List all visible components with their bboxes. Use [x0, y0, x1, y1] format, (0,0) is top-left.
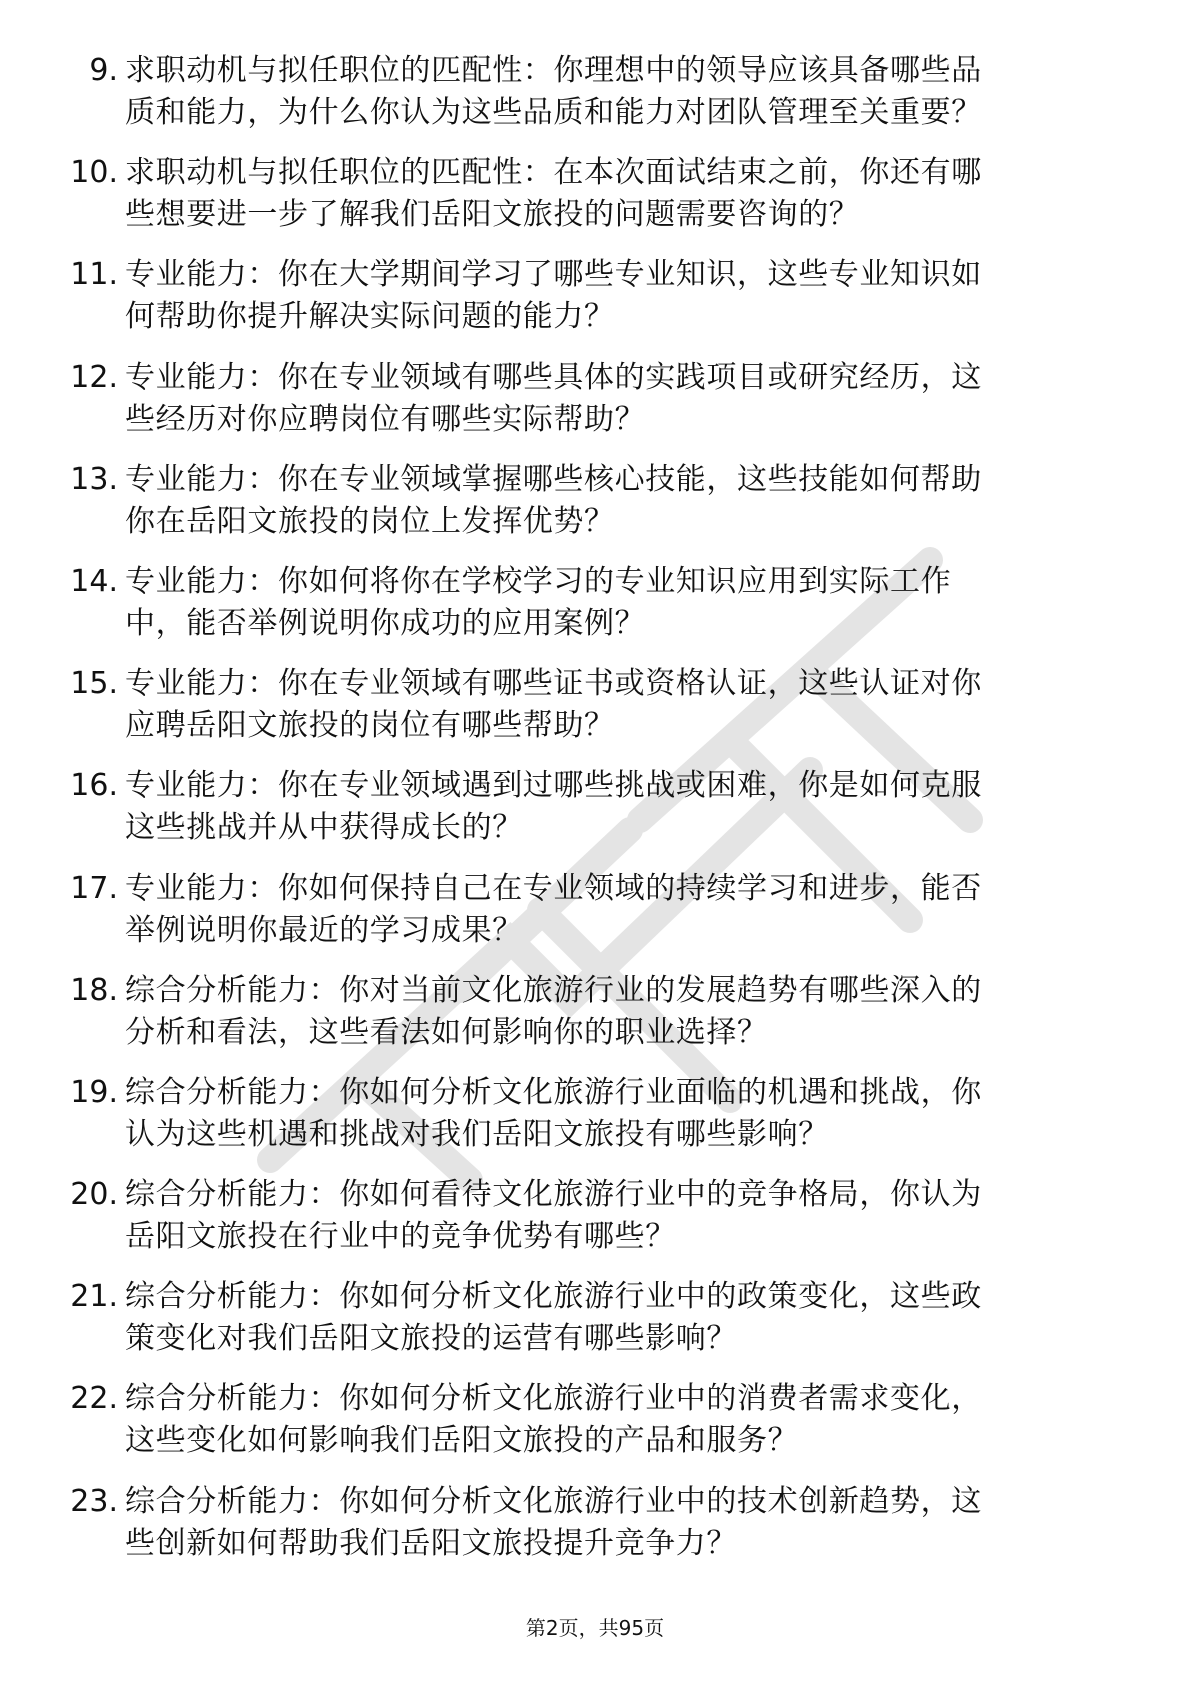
question-text	[125, 50, 1115, 134]
question-line: 专业能力：你在专业领域有哪些证书或资格认证，这些认证对你	[125, 666, 982, 702]
question-number: 21.	[70, 1279, 118, 1315]
question-line: 岳阳文旅投在行业中的竞争优势有哪些？	[125, 1219, 676, 1255]
question-number: 20.	[70, 1177, 118, 1213]
question-text	[125, 561, 1115, 645]
question-text	[125, 1276, 1115, 1360]
question-number: 10.	[70, 155, 118, 191]
list-item	[0, 868, 1190, 964]
question-number: 15.	[70, 666, 118, 702]
list-item	[0, 254, 1190, 350]
question-text	[125, 254, 1115, 338]
question-number: 23.	[70, 1483, 118, 1519]
question-line: 应聘岳阳文旅投的岗位有哪些帮助？	[125, 708, 615, 744]
question-line: 这些挑战并从中获得成长的？	[125, 810, 523, 846]
question-text	[125, 1072, 1115, 1156]
question-line: 认为这些机遇和挑战对我们岳阳文旅投有哪些影响？	[125, 1116, 829, 1152]
list-item	[0, 459, 1190, 555]
list-item	[0, 1174, 1190, 1270]
question-text	[125, 1378, 1115, 1462]
list-item	[0, 663, 1190, 759]
question-line: 些想要进一步了解我们岳阳文旅投的问题需要咨询的？	[125, 197, 860, 233]
question-number: 19.	[70, 1074, 118, 1110]
list-item	[0, 50, 1190, 146]
question-number: 13.	[70, 461, 118, 497]
list-item	[0, 1481, 1190, 1577]
question-line: 求职动机与拟任职位的匹配性：在本次面试结束之前，你还有哪	[125, 155, 982, 191]
question-text	[125, 152, 1115, 236]
question-text	[125, 1174, 1115, 1258]
question-number: 9.	[89, 53, 118, 88]
list-item	[0, 1276, 1190, 1372]
question-number: 16.	[70, 768, 118, 804]
list-item	[0, 765, 1190, 861]
question-line: 分析和看法，这些看法如何影响你的职业选择？	[125, 1014, 768, 1050]
question-line: 求职动机与拟任职位的匹配性：你理想中的领导应该具备哪些品	[125, 53, 982, 88]
question-text	[125, 663, 1115, 747]
list-item	[0, 152, 1190, 248]
list-item	[0, 1072, 1190, 1168]
question-number: 11.	[70, 257, 118, 293]
question-list	[0, 50, 1190, 1583]
question-line: 专业能力：你在专业领域掌握哪些核心技能，这些技能如何帮助	[125, 461, 982, 497]
question-number: 18.	[70, 972, 118, 1008]
question-line: 你在岳阳文旅投的岗位上发挥优势？	[125, 503, 615, 539]
question-line: 这些变化如何影响我们岳阳文旅投的产品和服务？	[125, 1423, 799, 1459]
question-text	[125, 868, 1115, 952]
question-line: 综合分析能力：你如何分析文化旅游行业中的政策变化，这些政	[125, 1279, 982, 1315]
question-text	[125, 765, 1115, 849]
question-line: 专业能力：你如何将你在学校学习的专业知识应用到实际工作	[125, 563, 952, 599]
question-line: 综合分析能力：你如何分析文化旅游行业中的消费者需求变化，	[125, 1381, 982, 1417]
question-line: 综合分析能力：你如何看待文化旅游行业中的竞争格局，你认为	[125, 1177, 982, 1213]
question-line: 综合分析能力：你如何分析文化旅游行业中的技术创新趋势，这	[125, 1483, 982, 1519]
question-line: 专业能力：你在大学期间学习了哪些专业知识，这些专业知识如	[125, 257, 982, 293]
question-line: 些经历对你应聘岗位有哪些实际帮助？	[125, 401, 646, 437]
question-line: 专业能力：你在专业领域遇到过哪些挑战或困难，你是如何克服	[125, 768, 982, 804]
question-line: 策变化对我们岳阳文旅投的运营有哪些影响？	[125, 1321, 737, 1357]
list-item	[0, 1378, 1190, 1474]
question-number: 22.	[70, 1381, 118, 1417]
question-number: 14.	[70, 563, 118, 599]
question-line: 综合分析能力：你如何分析文化旅游行业面临的机遇和挑战，你	[125, 1074, 982, 1110]
question-text	[125, 1481, 1115, 1565]
list-item	[0, 561, 1190, 657]
question-line: 些创新如何帮助我们岳阳文旅投提升竞争力？	[125, 1525, 737, 1561]
question-line: 中，能否举例说明你成功的应用案例？	[125, 605, 646, 641]
question-line: 质和能力，为什么你认为这些品质和能力对团队管理至关重要？	[125, 95, 982, 130]
question-text	[125, 459, 1115, 543]
question-line: 综合分析能力：你对当前文化旅游行业的发展趋势有哪些深入的	[125, 972, 982, 1008]
page-footer: 第2页，共95页	[525, 1616, 665, 1640]
question-line: 专业能力：你在专业领域有哪些具体的实践项目或研究经历，这	[125, 359, 982, 395]
question-line: 举例说明你最近的学习成果？	[125, 912, 523, 948]
question-line: 何帮助你提升解决实际问题的能力？	[125, 299, 615, 335]
question-line: 专业能力：你如何保持自己在专业领域的持续学习和进步，能否	[125, 870, 982, 906]
question-text	[125, 357, 1115, 441]
question-number: 12.	[70, 359, 118, 395]
question-number: 17.	[70, 870, 118, 906]
question-text	[125, 970, 1115, 1054]
list-item	[0, 970, 1190, 1066]
list-item	[0, 357, 1190, 453]
